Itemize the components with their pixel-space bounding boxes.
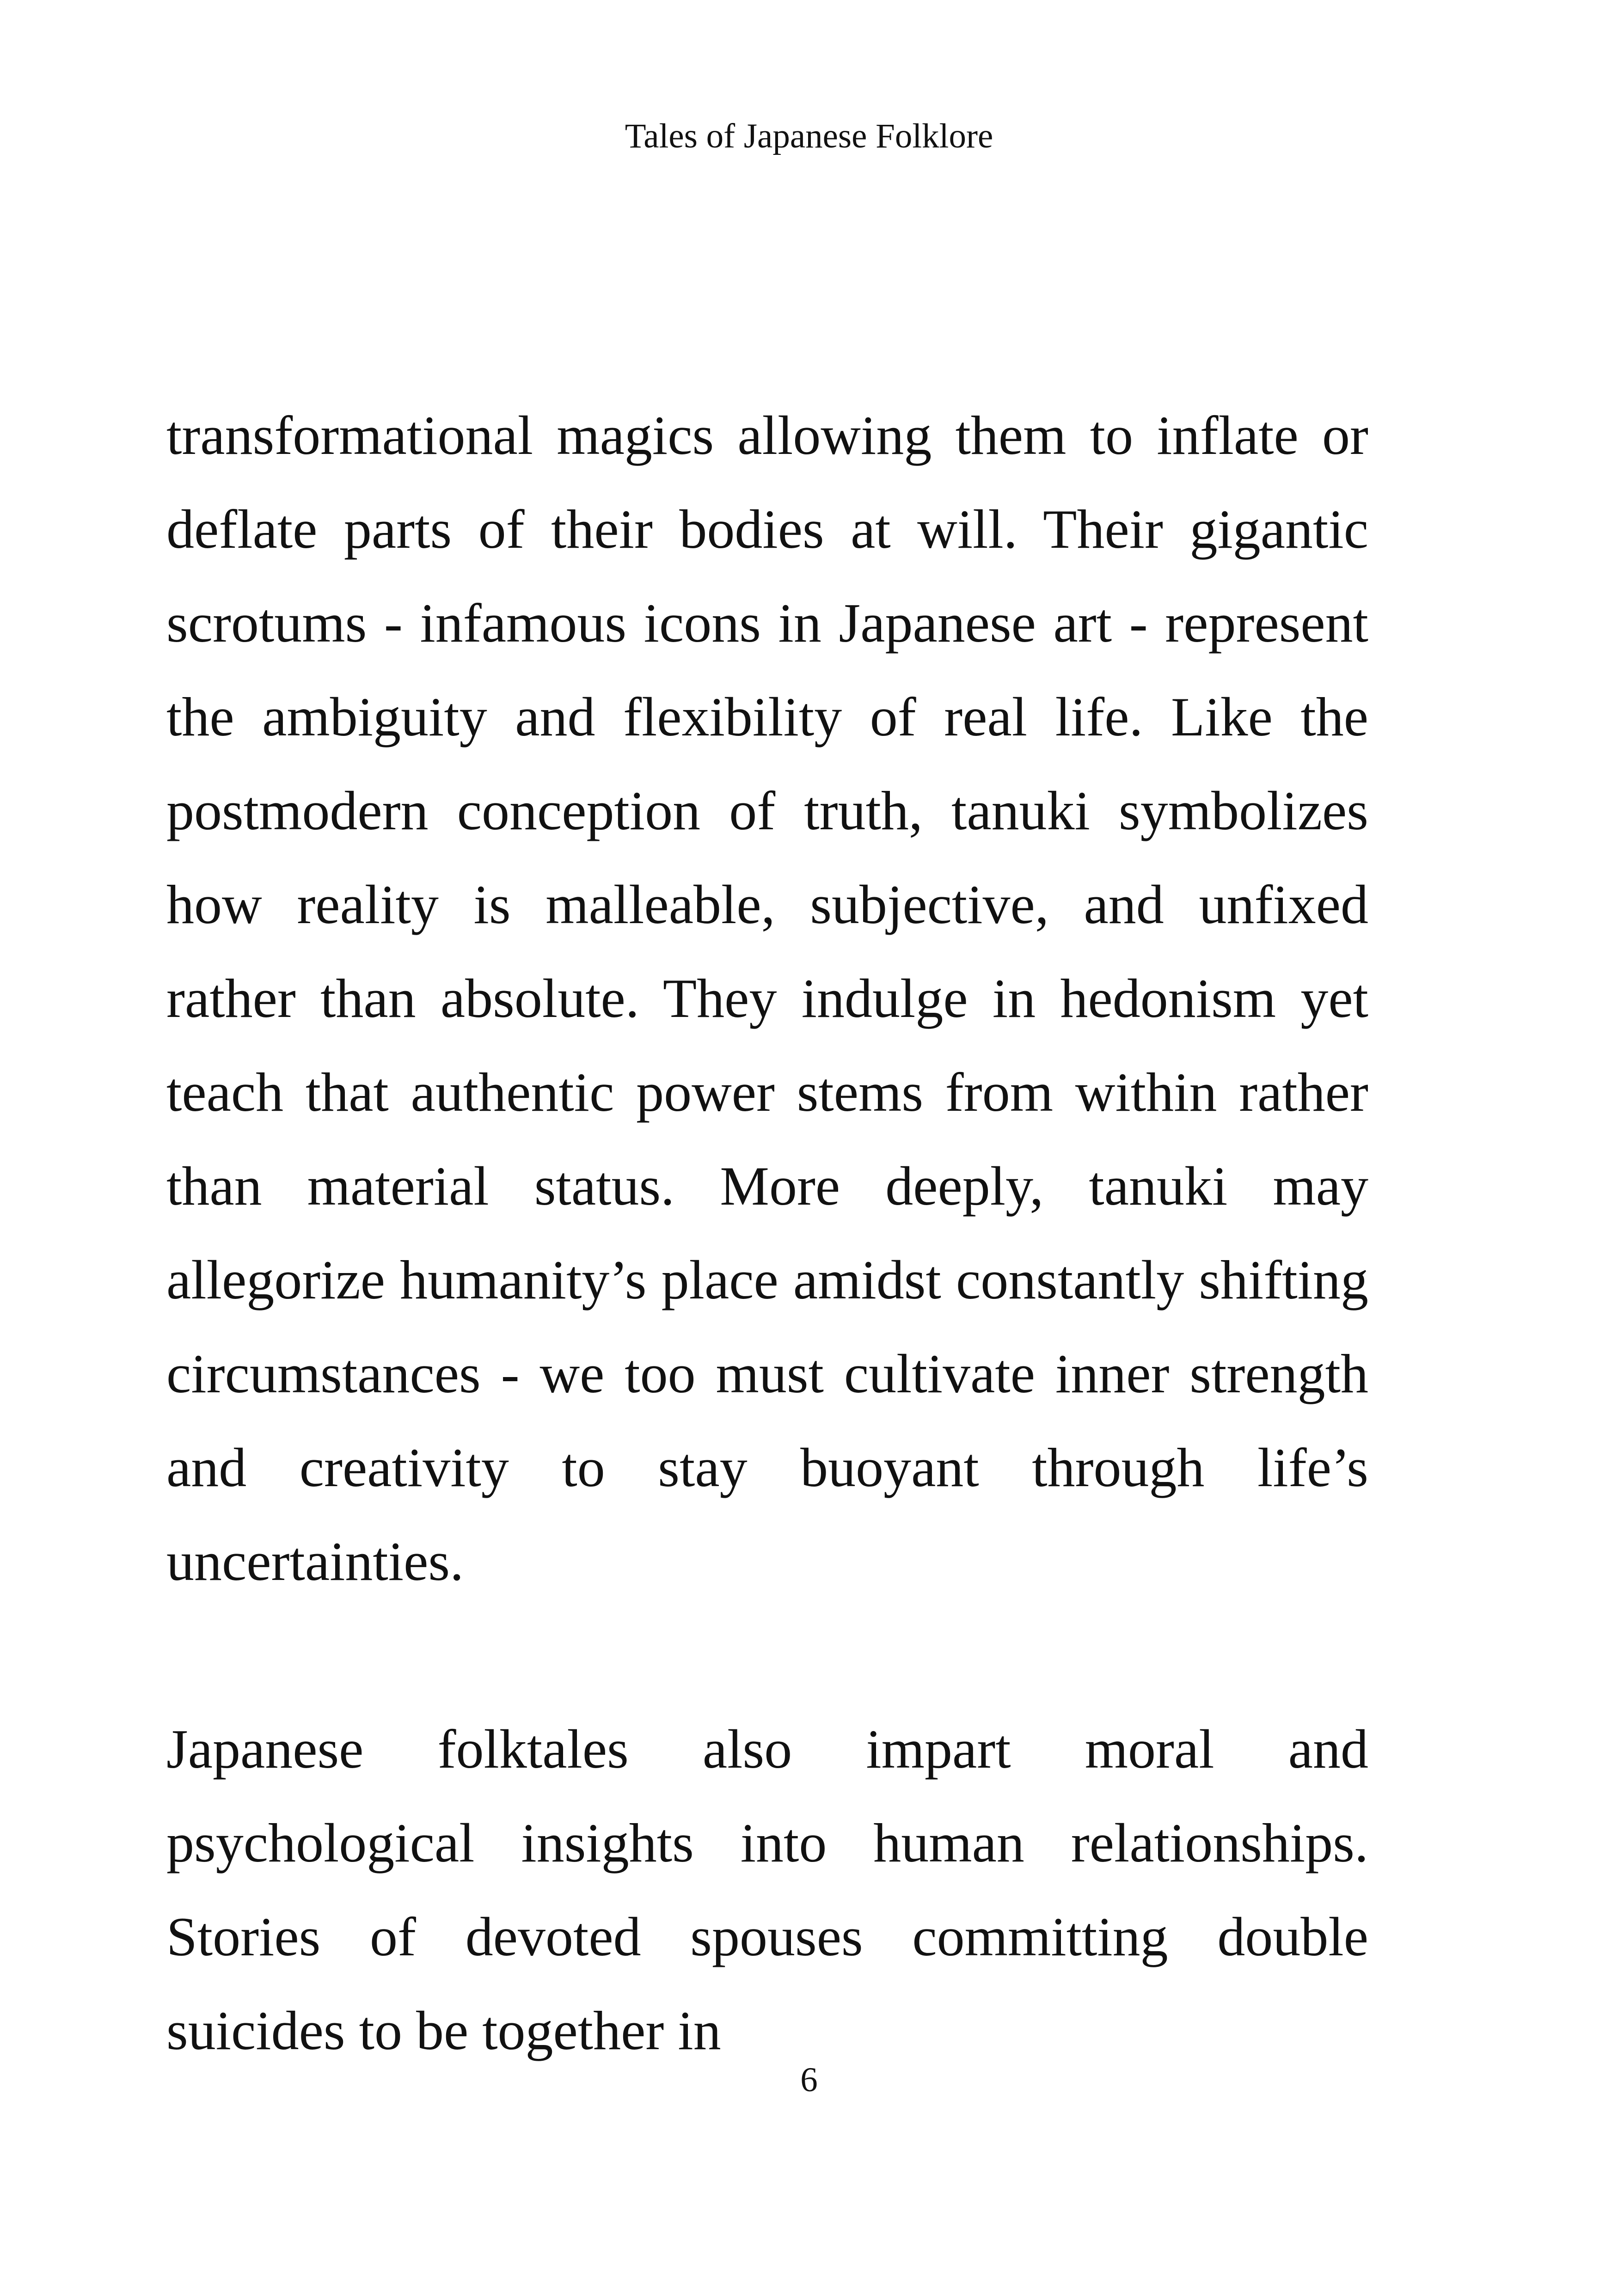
page-number: 6 [800,2061,818,2099]
paragraph-2: Japanese folktales also impart moral and psychological insights into human relationships. Stories of devoted spouses committing double suicides to be together in [166,1718,1368,2061]
running-header: Tales of Japanese Folklore [625,117,993,155]
paragraph-1: transformational magics allowing them to inflate or deflate parts of their bodies at will. Their gigantic scrotums - infamous icons in Japanese art - represent the ambiguity and flexibility of real life. Like the postmodern conception of truth, tanuki symbolizes how reality is malleable, subjective, and unfixed rather than absolute. They indulge in hedonism yet teach that authentic power stems from within rather than material status. More deeply, tanuki may allegorize humanity’s place amidst constantly shifting circumstances - we too must cultivate inner strength and creativity to stay buoyant through life’s uncertainties. [166,404,1368,1592]
body-text [166,388,1368,2077]
